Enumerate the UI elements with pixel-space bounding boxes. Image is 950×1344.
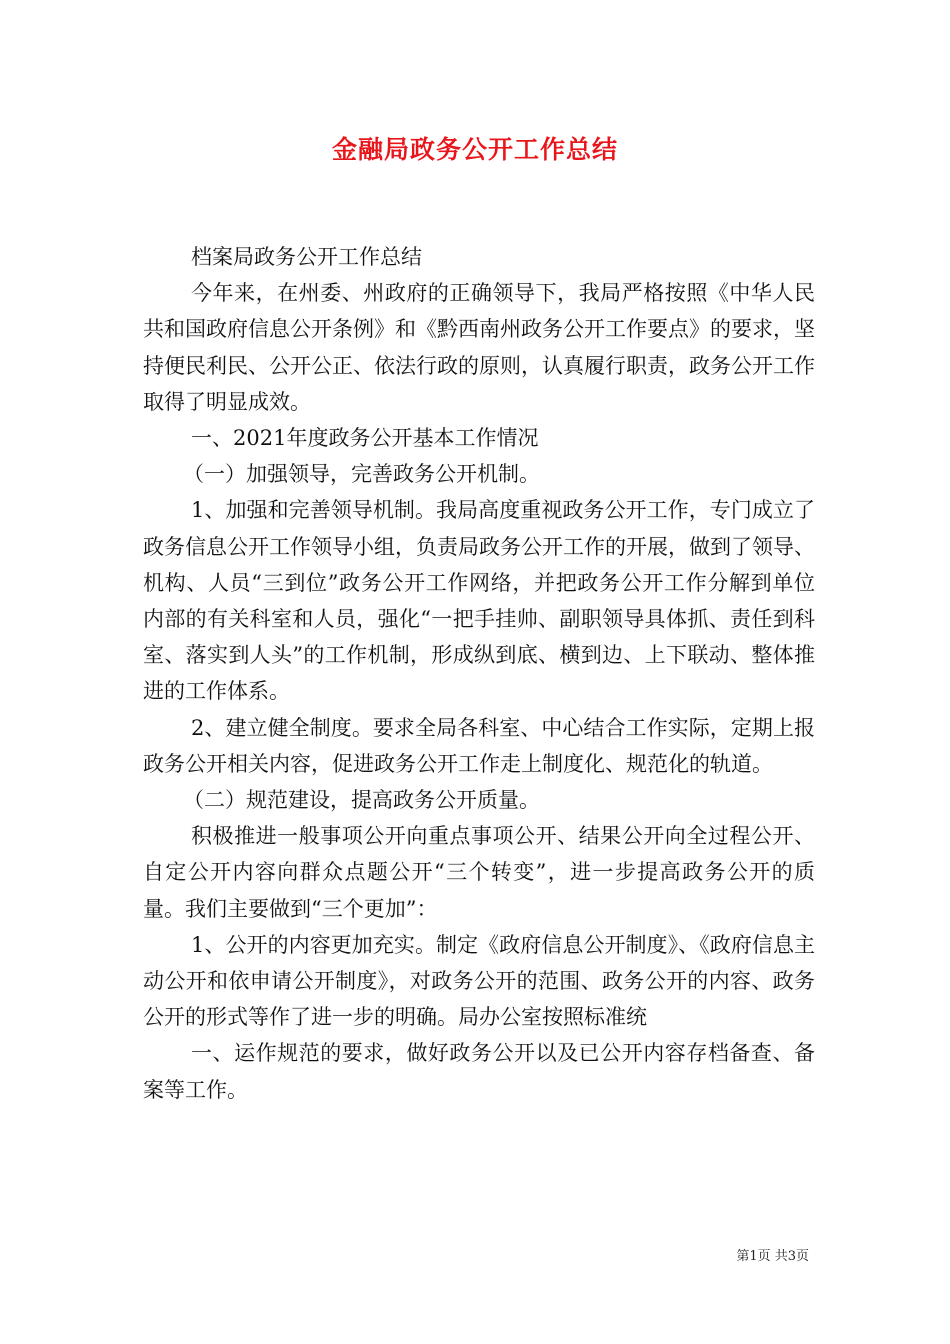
subsection-heading: （二）规范建设，提高政务公开质量。	[183, 788, 540, 813]
paragraph-leadership: 1、加强和完善领导机制。我局高度重视政务公开工作，专门成立了政务信息公开工作领导小组，负责局政务公开工作的开展，做到了领导、机构、人员“三到位”政务公开工作网络，并把政务公开工作分解到单位内部的有关科室和人员，强化“一把手挂帅、副职领导具体抓、责任到科室、落实到人头”的工作机制，形成纵到底、横到边、上下联动、整体推进的工作体系。	[143, 498, 815, 704]
paragraph-intro: 今年来，在州委、州政府的正确领导下，我局严格按照《中华人民共和国政府信息公开条例》和《黔西南州政务公开工作要点》的要求，坚持便民利民、公开公正、依法行政的原则，认真履行职责，政务公开工作取得了明显成效。	[143, 281, 815, 414]
paragraph-system: 2、建立健全制度。要求全局各科室、中心结合工作实际，定期上报政务公开相关内容，促进政务公开工作走上制度化、规范化的轨道。	[143, 715, 815, 776]
document-title: 金融局政务公开工作总结	[331, 135, 618, 164]
section-heading: 一、2021年度政务公开基本工作情况	[191, 426, 539, 451]
paragraph-quality: 积极推进一般事项公开向重点事项公开、结果公开向全过程公开、自定公开内容向群众点题公开“三个转变”，进一步提高政务公开的质量。我们主要做到“三个更加”：	[143, 824, 815, 921]
page-number: 第1页 共3页	[736, 1249, 809, 1264]
paragraph-archive: 一、运作规范的要求，做好政务公开以及已公开内容存档备查、备案等工作。	[143, 1041, 815, 1102]
paragraph-content: 1、公开的内容更加充实。制定《政府信息公开制度》、《政府信息主动公开和依申请公开制度》，对政务公开的范围、政务公开的内容、政务公开的形式等作了进一步的明确。局办公室按照标准统	[143, 932, 815, 1030]
subsection-heading: （一）加强领导，完善政务公开机制。	[183, 462, 540, 487]
paragraph-subtitle: 档案局政务公开工作总结	[191, 245, 422, 269]
document-body	[143, 239, 815, 1108]
